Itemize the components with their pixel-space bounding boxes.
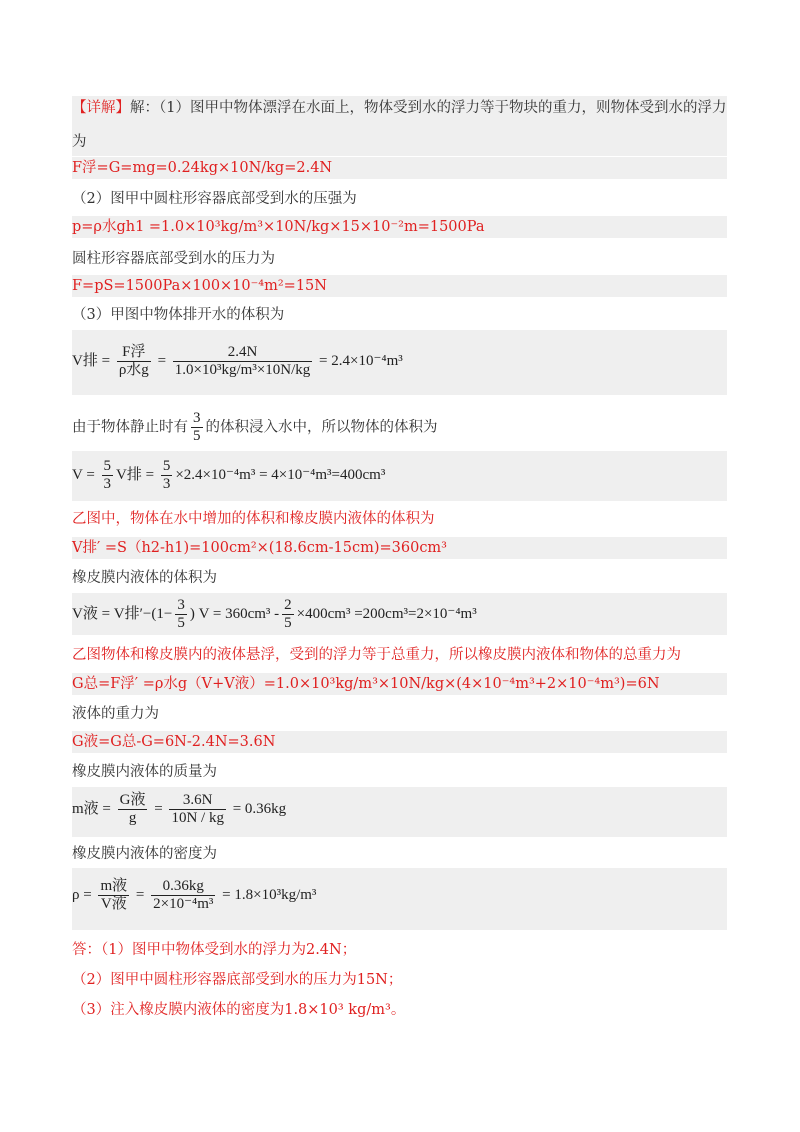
eq11-lhs: ρ [72,886,80,903]
eq7-lhs: V液 = V排′−(1− [72,605,173,622]
eq11-result: 1.8×10³kg/m³ [234,886,317,903]
text-liquid-mass: 橡皮膜内液体的质量为 [72,764,217,780]
equation-total-weight: G总=F浮′ =ρ水g（V+V液）=1.0×10³kg/m³×10N/kg×(4×10⁻⁴m³+2×10⁻⁴m³)=6N [72,676,660,692]
answer-1: 答：（1）图甲中物体受到水的浮力为2.4N； [72,942,357,958]
eq5-frac: $\frac{5}{3}$ [103,458,112,492]
eq4-lhs: V排 [72,352,98,369]
answer-3: （3）注入橡皮膜内液体的密度为1.8×10³ kg/m³。 [72,1002,406,1018]
text-suspension: 乙图物体和橡皮膜内的液体悬浮，受到的浮力等于总重力，所以橡皮膜内液体和物体的总重力为 [72,647,681,663]
step2-title: （2）图甲中圆柱形容器底部受到水的压强为 [72,191,357,207]
eq5-frac-b: $\frac{5}{3}$ [162,458,171,492]
equation-pressure: p=ρ水gh1 =1.0×10³kg/m³×10N/kg×15×10⁻²m=1500Pa [72,219,485,235]
answer-2: （2）图甲中圆柱形容器底部受到水的压力为15N； [72,972,403,988]
text5-frac: $\frac{3}{5}$ [193,410,201,444]
text5-before: 由于物体静止时有 [72,419,188,436]
header-continuation: 为 [72,134,87,150]
eq7-frac2: $\frac{2}{5}$ [284,597,292,631]
equation-liquid-volume [72,597,477,632]
eq10-result: 0.36kg [244,800,287,817]
equation-object-volume: V = $\frac{5}{3}$ V排 = $\frac{5}{3}$ ×2.4×10⁻⁴m³ = 4×10⁻⁴m³=400cm³ [72,458,386,492]
eq4-frac1: $\frac{\text{F浮}}{\text{ρ水g}}$ [118,344,149,378]
equation-liquid-weight: G液=G总-G=6N-2.4N=3.6N [72,734,276,750]
text5-after: 的体积浸入水中，所以物体的体积为 [205,419,438,436]
equation-force: F=pS=1500Pa×100×10⁻⁴m²=15N [72,278,327,294]
eq7-mid: ) V = 360cm³ - [189,605,280,622]
eq10-frac2: $\frac{3.6N}{10N / kg}$ [171,792,224,826]
header-line [72,98,726,118]
equation-buoyancy: F浮=G=mg=0.24kg×10N/kg=2.4N [72,160,333,176]
equation-added-volume: V排′ =S（h2-h1)=100cm²×(18.6cm-15cm)=360cm³ [72,540,447,556]
step2b-title: 圆柱形容器底部受到水的压力为 [72,251,275,267]
eq5-lhs: V [72,466,83,483]
text-liquid-weight: 液体的重力为 [72,706,159,722]
eq5-mid: V排 [116,466,142,483]
eq7-frac1: $\frac{3}{5}$ [177,597,185,631]
eq10-frac1: $\frac{\text{G液}}{g}$ [119,792,146,826]
eq11-frac1: $\frac{\text{m液}}{\text{V液}}$ [100,878,128,912]
detail-tag: 【详解】 [72,100,130,116]
equation-displaced-volume: V排 = $\frac{\text{F浮}}{\text{ρ水g}}$ = $\frac{2.4N}{\text{1.0×10³kg/m³×10N/kg}}$ = 2.4×10⁻⁴m³ [72,344,403,378]
eq4-result: 2.4×10⁻⁴m³ [331,352,403,369]
text-added-volume: 乙图中，物体在水中增加的体积和橡皮膜内液体的体积为 [72,511,435,527]
equation-liquid-density: ρ = $\frac{\text{m液}}{\text{V液}}$ = $\frac{0.36kg}{\text{2×10⁻⁴m³}}$ = 1.8×10³kg/m³ [72,878,317,912]
eq5-tail: ×2.4×10⁻⁴m³ = 4×10⁻⁴m³=400cm³ [175,466,386,483]
text-immersed-fraction [72,410,438,445]
eq11-frac2: $\frac{0.36kg}{\text{2×10⁻⁴m³}}$ [153,878,214,912]
text-liquid-density: 橡皮膜内液体的密度为 [72,846,217,862]
text-liquid-volume: 橡皮膜内液体的体积为 [72,570,217,586]
step3-title: （3）甲图中物体排开水的体积为 [72,307,285,323]
eq10-lhs: m液 [72,800,99,817]
eq7-tail: ×400cm³ =200cm³=2×10⁻⁴m³ [296,605,477,622]
equation-liquid-mass: m液 = $\frac{\text{G液}}{g}$ = $\frac{3.6N}{10N / kg}$ = 0.36kg [72,792,287,826]
header-text: 解：（1）图甲中物体漂浮在水面上，物体受到水的浮力等于物块的重力，则物体受到水的浮力 [130,100,727,116]
eq4-frac2: $\frac{2.4N}{\text{1.0×10³kg/m³×10N/kg}}$ [174,344,311,378]
